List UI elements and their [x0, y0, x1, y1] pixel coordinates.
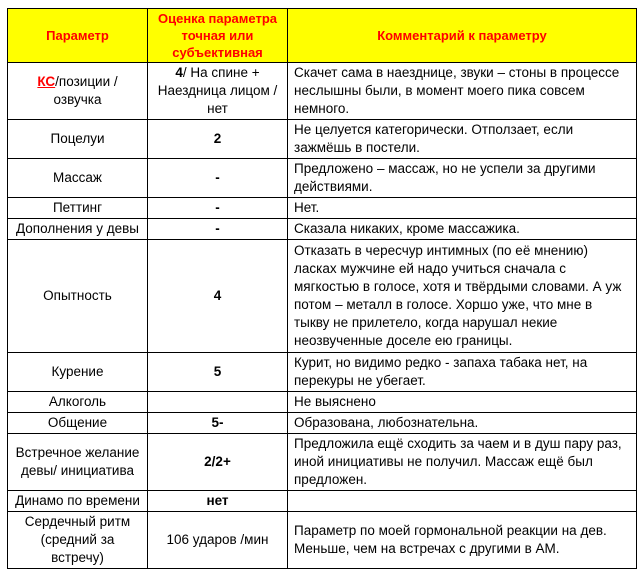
score-cell: 5: [148, 353, 288, 392]
table-row: [8, 434, 637, 491]
header-row: [8, 9, 637, 63]
comment-cell: Сказала никаких, кроме массажика.: [288, 219, 637, 240]
comment-cell: Скачет сама в наезднице, звуки – стоны в процессе неслышны были, в момент моего пика совсем немного.: [288, 63, 637, 120]
table-row: [8, 512, 637, 569]
param-cell: [8, 63, 148, 120]
table-row: [8, 198, 637, 219]
score-cell: 5-: [148, 413, 288, 434]
comment-cell: Образована, любознательна.: [288, 413, 637, 434]
param-cell: Общение: [8, 413, 148, 434]
score-cell: нет: [148, 491, 288, 512]
table-row: [8, 353, 637, 392]
comment-cell: Не выяснено: [288, 392, 637, 413]
table-row: [8, 120, 637, 159]
table-row: [8, 413, 637, 434]
param-cell: Массаж: [8, 159, 148, 198]
param-label: /позиции /озвучка: [53, 74, 118, 107]
score-value-bold: 4: [175, 65, 183, 80]
score-cell: [148, 63, 288, 120]
score-cell: 4: [148, 240, 288, 353]
table-row: [8, 219, 637, 240]
param-cell: Опытность: [8, 240, 148, 353]
header-cell-comment: Комментарий к параметру: [288, 9, 637, 63]
score-cell: -: [148, 159, 288, 198]
table-row: [8, 491, 637, 512]
comment-cell: Не целуется категорически. Отползает, если зажмёшь в постели.: [288, 120, 637, 159]
param-cell: Сердечный ритм (средний за встречу): [8, 512, 148, 569]
score-cell: 106 ударов /мин: [148, 512, 288, 569]
comment-cell: Предложено – массаж, но не успели за другими действиями.: [288, 159, 637, 198]
table-row: [8, 63, 637, 120]
comment-cell: Нет.: [288, 198, 637, 219]
param-cell: Алкоголь: [8, 392, 148, 413]
param-cell: Дополнения у девы: [8, 219, 148, 240]
param-cell: Динамо по времени: [8, 491, 148, 512]
table-row: [8, 159, 637, 198]
comment-cell: Отказать в чересчур интимных (по её мнению) ласках мужчине ей надо учиться сначала с мягкостью в голосе, хотя и твёрдыми словами. А уж потом – металл в голосе. Хоршо уже, что мне в тыкву не прилетело, когда нарушал некие неозвученные доселе ею границы.: [288, 240, 637, 353]
param-cell: Поцелуи: [8, 120, 148, 159]
score-cell: 2/2+: [148, 434, 288, 491]
comment-cell: Предложила ещё сходить за чаем и в душ пару раз, иной инициативы не получил. Массаж ещё был предложен.: [288, 434, 637, 491]
header-cell-param: Параметр: [8, 9, 148, 63]
param-cell: Курение: [8, 353, 148, 392]
comment-cell: Курит, но видимо редко - запаха табака нет, на перекуры не убегает.: [288, 353, 637, 392]
score-cell: -: [148, 198, 288, 219]
param-cell: Встречное желание девы/ инициатива: [8, 434, 148, 491]
score-cell: -: [148, 219, 288, 240]
score-cell: 2: [148, 120, 288, 159]
comment-cell: Параметр по моей гормональной реакции на дев. Меньше, чем на встречах с другими в АМ.: [288, 512, 637, 569]
parameters-table: [7, 8, 637, 569]
header-cell-score: Оценка параметра точная или субъективная: [148, 9, 288, 63]
comment-cell: [288, 491, 637, 512]
ks-link[interactable]: КС: [37, 74, 56, 89]
table-row: [8, 240, 637, 353]
param-cell: Петтинг: [8, 198, 148, 219]
score-value-rest: / На спине + Наездница лицом /нет: [157, 65, 278, 116]
score-cell: [148, 392, 288, 413]
table-row: [8, 392, 637, 413]
